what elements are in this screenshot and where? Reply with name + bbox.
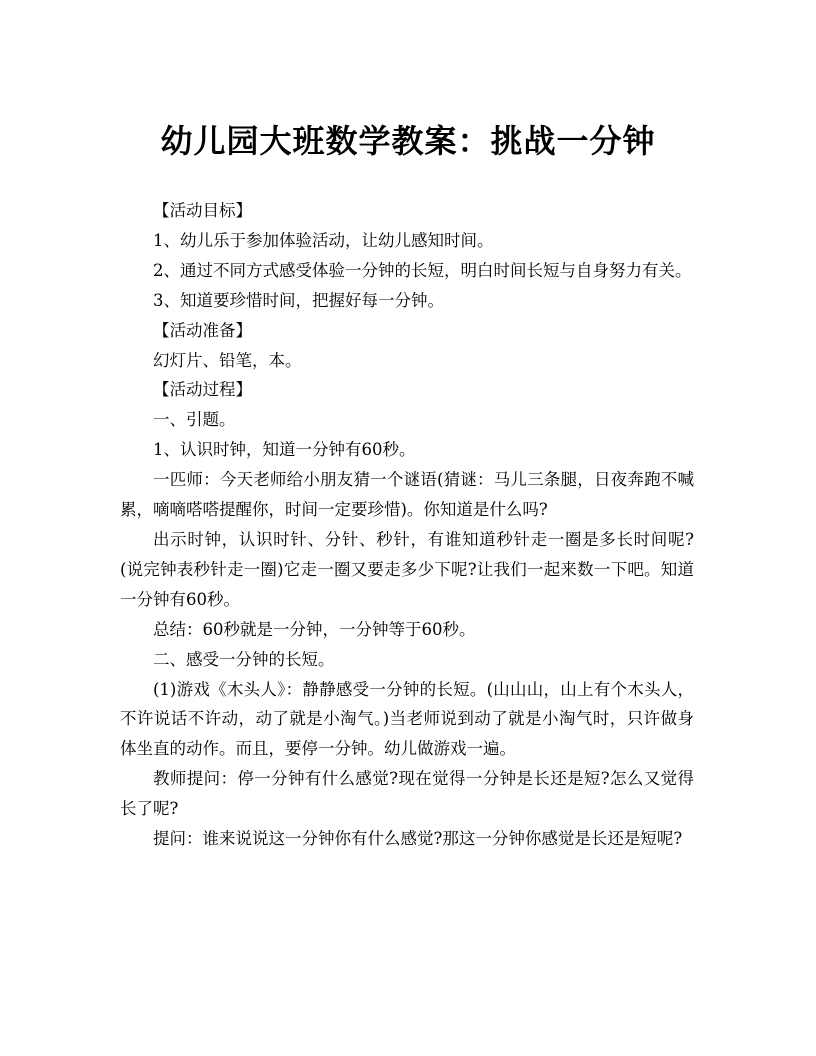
section-heading-preparation: 【活动准备】 — [153, 320, 252, 340]
document-body — [120, 196, 694, 854]
paragraph: 一匹师：今天老师给小朋友猜一个谜语(猜谜：马儿三条腿，日夜奔跑不喊累，嘀嘀嗒嗒提醒你，时间一定要珍惜)。你知道是什么吗? — [120, 470, 694, 520]
paragraph: 1、认识时钟，知道一分钟有60秒。 — [153, 440, 416, 460]
paragraph: 二、感受一分钟的长短。 — [153, 649, 335, 669]
paragraph: 一、引题。 — [153, 410, 236, 430]
paragraph: 3、知道要珍惜时间，把握好每一分钟。 — [153, 290, 444, 310]
paragraph: 1、幼儿乐于参加体验活动，让幼儿感知时间。 — [153, 230, 494, 250]
paragraph: 总结：60秒就是一分钟，一分钟等于60秒。 — [153, 619, 476, 639]
paragraph: 幻灯片、铅笔，本。 — [153, 350, 302, 370]
paragraph: 提问：谁来说说这一分钟你有什么感觉?那这一分钟你感觉是长还是短呢? — [153, 829, 683, 849]
document-title: 幼儿园大班数学教案：挑战一分钟 — [160, 122, 656, 161]
section-heading-goals: 【活动目标】 — [153, 201, 252, 220]
paragraph: (1)游戏《木头人》：静静感受一分钟的长短。(山山山，山上有个木头人，不许说话不许动，动了就是小淘气。)当老师说到动了就是小淘气时，只许做身体坐直的动作。而且，要停一分钟。幼儿做游戏一遍。 — [120, 679, 694, 759]
paragraph: 出示时钟，认识时针、分针、秒针，有谁知道秒针走一圈是多长时间呢?(说完钟表秒针走一圈)它走一圈又要走多少下呢?让我们一起来数一下吧。知道一分钟有60秒。 — [120, 529, 694, 609]
paragraph: 教师提问：停一分钟有什么感觉?现在觉得一分钟是长还是短?怎么又觉得长了呢? — [120, 769, 694, 819]
section-heading-process: 【活动过程】 — [153, 380, 252, 400]
paragraph: 2、通过不同方式感受体验一分钟的长短，明白时间长短与自身努力有关。 — [153, 260, 692, 280]
